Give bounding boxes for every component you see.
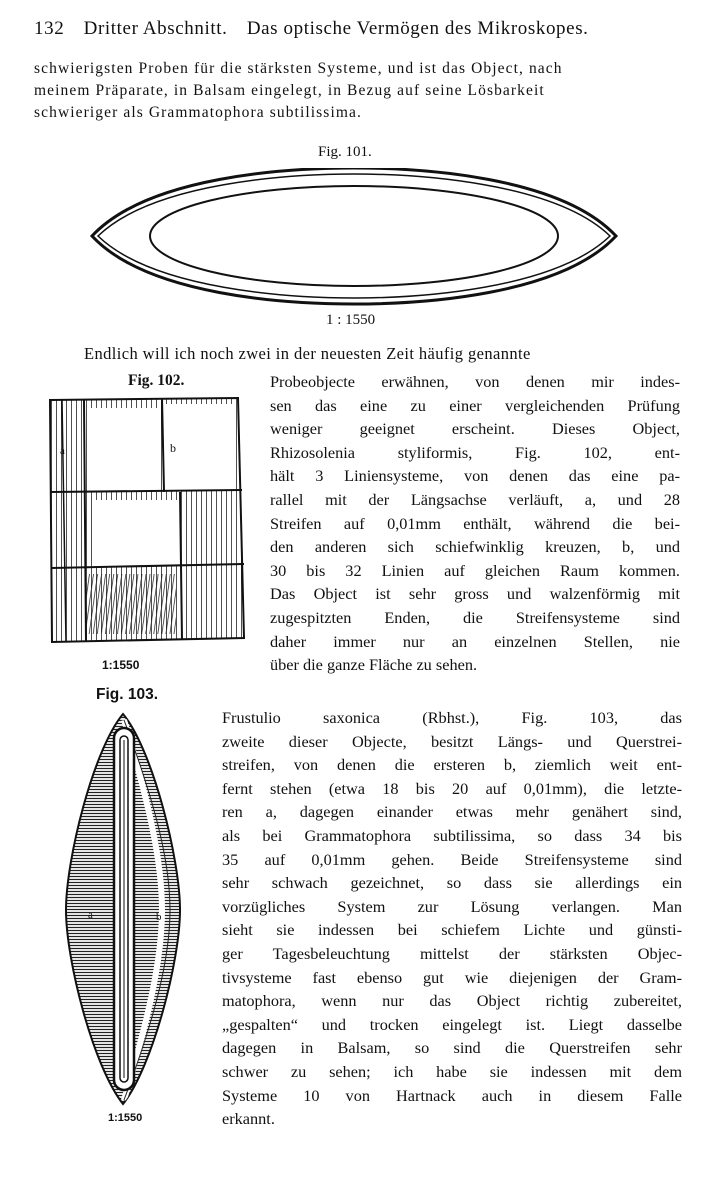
text-line: sen das eine zu einer vergleichenden Prüfung [270,395,680,415]
text-line: dagegen in Balsam, so sind die Querstreifen sehr [222,1038,682,1058]
text-line: Das Object ist sehr gross und walzenförmig mit [270,584,680,604]
text-line: zweite dieser Objecte, besitzt Längs- und Querstrei- [222,731,682,751]
text-line: Streifen auf 0,01mm enthält, während die bei- [270,513,680,533]
text-line: vorzügliches System zur Lösung verlangen. Man [222,896,682,916]
running-header [34,18,684,40]
text-line: als bei Grammatophora subtilissima, so dass 34 bis [222,825,682,845]
fig102-paragraph [270,370,680,677]
text-line: Probeobjecte erwähnen, von denen mir indes- [270,372,680,391]
fig102-mark-b: b [170,441,176,455]
text-line: Rhizosolenia styliformis, Fig. 102, ent- [270,442,680,462]
text-line: schwieriger als Grammatophora subtilissima. [34,104,362,121]
fig103-paragraph [222,706,682,1131]
fig103-scale: 1:1550 [108,1112,143,1124]
fig101-diatom-drawing [88,168,620,306]
text-line: Systeme 10 von Hartnack auch in diesem Falle [222,1085,682,1105]
text-line: tivsysteme fast ebenso gut wie diejenigen der Gram- [222,967,682,987]
text-line: über die ganze Fläche zu sehen. [270,655,478,675]
page-number: 132 [34,18,65,39]
text-line: schwierigsten Proben für die stärksten Systeme, und ist das Object, nach [34,60,563,77]
text-line: weniger geeignet erscheint. Dieses Object, [270,419,680,439]
text-line: hält 3 Liniensysteme, von denen das eine pa- [270,466,680,486]
fig102-light-panel-4 [86,574,176,634]
fig103-mark-b: b [156,911,162,923]
text-line: streifen, von denen die ersteren b, ziemlich weit ent- [222,755,682,775]
fig101-inner-ellipse [150,186,558,286]
text-line: fernt stehen (etwa 18 bis 20 auf 0,01mm), die letzte- [222,778,682,798]
text-line: matophora, wenn nur das Object richtig zubereitet, [222,991,682,1011]
fig102-scale: 1:1550 [102,658,140,672]
section-title: Dritter Abschnitt. [83,18,228,39]
fig103-mark-a: a [88,909,93,921]
fig102-label: Fig. 102. [128,372,185,389]
fig102-diatom-drawing [46,392,246,650]
text-line: ren a, dagegen einander etwas mehr genähert sind, [222,802,682,822]
fig102-light-panel-3 [96,500,178,566]
fig101-label: Fig. 101. [318,144,372,160]
text-line: 35 auf 0,01mm gehen. Beide Streifensysteme sind [222,849,682,869]
text-line: rallel mit der Längsachse verläuft, a, und 28 [270,489,680,509]
text-line: schwer zu sehen; ich habe sie indessen mit dem [222,1061,682,1081]
text-line: zugespitzten Enden, die Streifensysteme sind [270,607,680,627]
text-line: sehr schwach gezeichnet, so dass sie allerdings ein [222,873,682,893]
text-line: 30 bis 32 Linien auf gleichen Raum kommen. [270,560,680,580]
intro-paragraph [34,58,682,124]
text-line: erkannt. [222,1109,275,1129]
fig101-scale: 1 : 1550 [326,312,376,328]
text-line: „gespalten“ und trocken eingelegt ist. Liegt dasselbe [222,1014,682,1034]
text-line: Frustulio saxonica (Rbhst.), Fig. 103, das [222,708,682,727]
text-line: daher immer nur an einzelnen Stellen, nie [270,631,680,651]
fig102-mark-a: a [60,445,65,457]
text-line: ger Tagesbeleuchtung mittelst der stärksten Objec- [222,943,682,963]
fig103-diatom-drawing [58,710,188,1108]
paragraph-first-line: Endlich will ich noch zwei in der neuesten Zeit häufig genannte [84,344,531,363]
text-line: meinem Präparate, in Balsam eingelegt, in Bezug auf seine Lösbarkeit [34,82,545,99]
fig101-outer-outline-inner [98,174,610,298]
text-line: sieht sie indessen bei schiefem Lichte und günsti- [222,920,682,940]
text-line: den anderen sich schiefwinklig kreuzen, b, und [270,537,680,557]
fig103-label: Fig. 103. [96,686,159,703]
fig102-light-panel-1 [88,408,158,492]
fig101-outer-outline [92,168,616,304]
chapter-title: Das optische Vermögen des Mikroskopes. [246,18,589,39]
